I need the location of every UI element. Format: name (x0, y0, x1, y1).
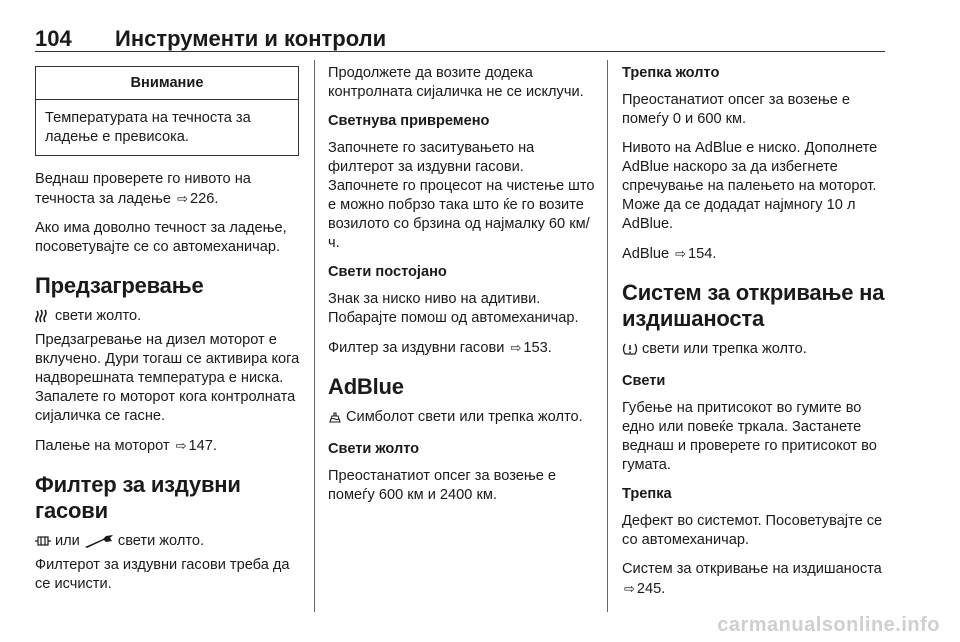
paragraph: Губење на притисокот во гумите во едно или повеќе тркала. Застанете веднаш и проверете го притисокот во гумата. (622, 400, 877, 473)
notice-title: Внимание (36, 67, 298, 100)
adblue-icon (328, 410, 342, 430)
section-heading: Систем за откривање на издишаноста (622, 280, 885, 331)
subheading: Трепка жолто (622, 65, 720, 81)
column-3 (622, 64, 888, 609)
paragraph: или свети жолто. (35, 532, 300, 554)
paragraph: Систем за откривање на издишаноста ⇨ 245. (622, 561, 882, 597)
page-ref-arrow-icon: ⇨ (624, 581, 635, 596)
paragraph: Веднаш проверете го нивото на течноста за ладење ⇨ 226. (35, 171, 251, 207)
page-ref-arrow-icon: ⇨ (175, 438, 187, 453)
page-ref[interactable]: 154. (688, 246, 717, 262)
chapter-title: Инструменти и контроли (115, 26, 387, 51)
header-rule (35, 51, 885, 52)
paragraph: свети или трепка жолто. (622, 340, 888, 362)
page-ref[interactable]: 226. (190, 191, 219, 207)
page-ref-arrow-icon: ⇨ (177, 191, 188, 206)
glow-plug-icon (35, 309, 51, 329)
page-header (35, 26, 885, 50)
paragraph: Дефект во системот. Посоветувајте се со автомеханичар. (622, 513, 883, 548)
exhaust-filter-icon (35, 534, 51, 554)
section-heading: Филтер за издувни гасови (35, 472, 241, 523)
watermark: carmanualsonline.info (717, 614, 940, 636)
subheading: Свети постојано (328, 264, 447, 280)
paragraph: Ако има доволно течност за ладење, посоветувајте се со автомеханичар. (35, 220, 287, 255)
section-heading: Предзагревање (35, 273, 204, 298)
column-divider-1 (314, 60, 315, 612)
page-number: 104 (35, 26, 72, 51)
subheading: Трепка (622, 486, 672, 502)
paragraph: Нивото на AdBlue е ниско. Дополнете AdBlue наскоро за да избегнете спречување на палењето на моторот. Може да се додадат најмногу 10 л AdBlue. (622, 140, 878, 232)
subheading: Свети жолто (328, 441, 420, 457)
page-ref-arrow-icon: ⇨ (510, 340, 522, 355)
paragraph: Преостанатиот опсег за возење е помеѓу 600 км и 2400 км. (328, 468, 556, 503)
paragraph: Палење на моторот ⇨ 147. (35, 438, 217, 454)
paragraph: свети жолто. (35, 307, 300, 329)
paragraph: Филтер за издувни гасови ⇨ 153. (328, 340, 552, 356)
section-heading: AdBlue (328, 374, 404, 399)
tire-pressure-icon (622, 342, 638, 362)
page-ref[interactable]: 245. (636, 581, 666, 597)
column-divider-2 (607, 60, 608, 612)
subheading: Свети (622, 373, 666, 389)
page-ref-arrow-icon: ⇨ (675, 246, 687, 261)
column-1 (35, 64, 300, 604)
notice-text: Температурата на течноста за ладење е превисока. (45, 110, 251, 145)
paragraph: Предзагревање на дизел моторот е вклучено. Дури тогаш се активира кога надворешната температура е ниска. Запалете го моторот кога контролната сијаличка се гасне. (35, 332, 300, 424)
subheading: Светнува привремено (328, 113, 490, 129)
column-2 (328, 64, 596, 515)
paragraph: Знак за ниско ниво на адитиви. Побарајте помош од автомеханичар. (328, 291, 579, 326)
wrench-icon (84, 534, 114, 554)
paragraph: Продолжете да возите додека контролната сијаличка не се исклучи. (328, 65, 584, 100)
paragraph: Преостанатиот опсег за возење е помеѓу 0 и 600 км. (622, 92, 850, 127)
page-ref[interactable]: 153. (523, 340, 552, 356)
paragraph: Филтерот за издувни гасови треба да се исчисти. (35, 557, 290, 592)
page-ref[interactable]: 147. (188, 438, 217, 454)
paragraph: Започнете го заситувањето на филтерот за издувни гасови. Започнете го процесот на чистење што е можно побрзо така што ќе го возите возилото со брзина од најмалку 60 км/ч. (328, 140, 595, 251)
paragraph: Симболот свети или трепка жолто. (328, 408, 596, 430)
warning-notice (35, 66, 299, 156)
paragraph: AdBlue ⇨ 154. (622, 246, 717, 262)
